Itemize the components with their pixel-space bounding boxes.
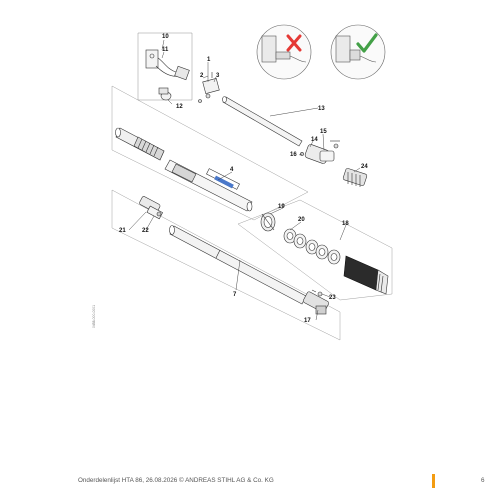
page-number: 6	[481, 477, 485, 484]
callout-16: 16	[290, 152, 297, 158]
callout-10: 10	[162, 34, 169, 40]
callout-12: 12	[176, 104, 183, 110]
callout-14: 14	[311, 137, 318, 143]
part-7-tube-label	[165, 160, 252, 211]
callout-labels	[119, 34, 368, 324]
inset-wrong-installation	[257, 25, 311, 79]
part-12-knob	[159, 88, 171, 100]
callout-21: 21	[119, 228, 126, 234]
callout-22: 22	[142, 228, 149, 234]
footer-text: Onderdelenlijst HTA 86, 26.08.2026 © ANDREAS STIHL AG & Co. KG	[78, 477, 274, 484]
part-13-tube	[223, 97, 303, 147]
callout-4: 7	[233, 292, 237, 298]
part-18-housing	[344, 256, 388, 294]
part-11-wiring	[146, 50, 189, 80]
callout-23: 23	[329, 295, 336, 301]
callout-11: 11	[162, 47, 169, 53]
callout-2: 2	[200, 73, 204, 79]
callout-13: 13	[318, 106, 325, 112]
callout-24: 24	[361, 164, 368, 170]
document-code: 0458-000-0001	[92, 304, 96, 328]
inset-correct-installation	[331, 25, 385, 79]
part-14-15-16-gearbox	[300, 141, 340, 164]
callout-19: 19	[278, 204, 285, 210]
callout-20: 20	[298, 217, 305, 223]
callout-17: 17	[304, 318, 311, 324]
part-24-drive	[343, 168, 368, 187]
part-21-22-coupling	[139, 196, 163, 219]
callout-7: 4	[230, 167, 234, 173]
callout-3: 3	[216, 73, 220, 79]
callout-15: 15	[320, 129, 327, 135]
callout-18: 18	[342, 221, 349, 227]
part-19-bearing	[261, 213, 275, 231]
part-20-rings	[284, 229, 340, 264]
part-17-clamp	[303, 291, 330, 314]
footer-accent-bar	[432, 474, 435, 488]
callout-1: 1	[207, 57, 211, 63]
